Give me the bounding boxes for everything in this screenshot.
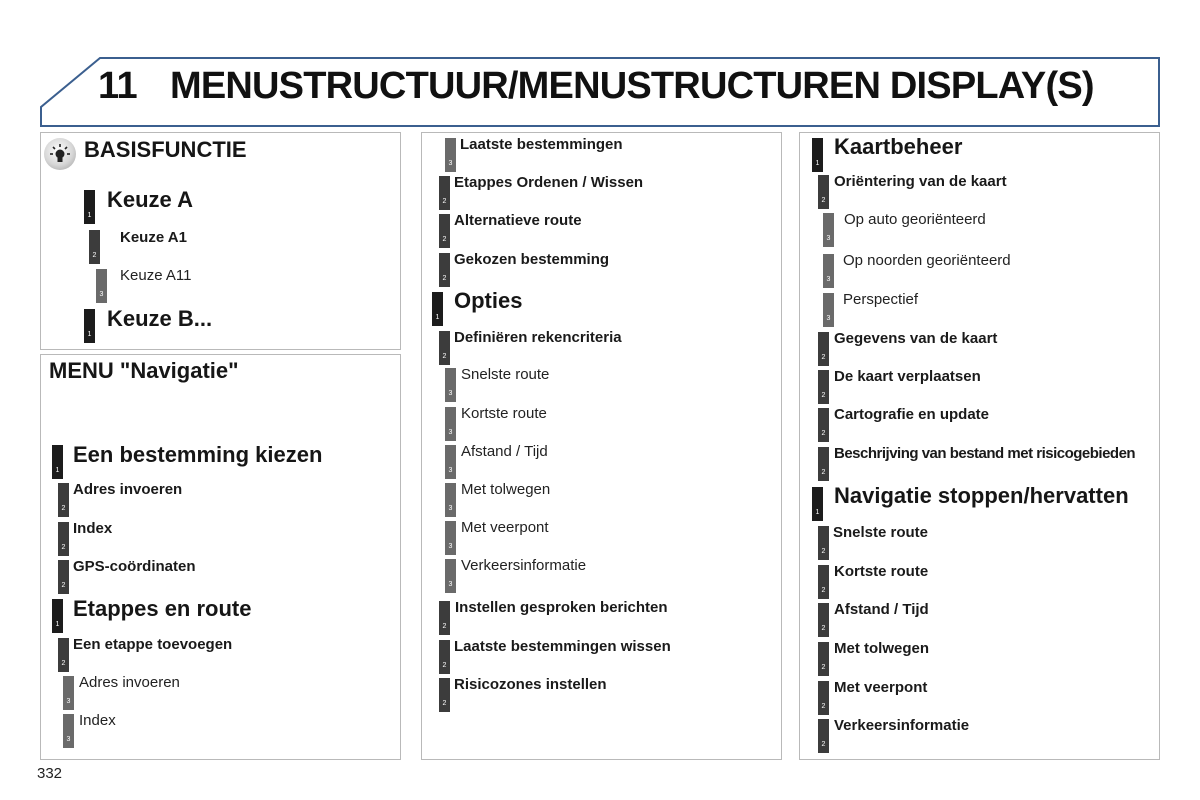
middle-item: Met veerpont [461,519,549,536]
right-item: Snelste route [833,524,929,541]
right-item: Met tolwegen [834,640,930,657]
level-2-marker: 2 [818,681,829,715]
middle-item: Opties [454,288,523,313]
right-item: Kortste route [834,563,929,580]
level-3-marker: 3 [63,714,74,748]
basis-item-keuze-b: Keuze B... [107,306,213,331]
middle-item: Verkeersinformatie [461,557,587,574]
right-item: Oriëntering van de kaart [834,173,1007,190]
level-2-marker: 2 [58,560,69,594]
level-2-marker: 2 [439,176,450,210]
middle-item: Snelste route [461,366,550,383]
navigation-menu-box [40,354,401,760]
level-3-marker: 3 [445,445,456,479]
right-item: Cartografie en update [834,406,990,423]
level-3-marker: 3 [445,138,456,172]
level-3-marker: 3 [823,293,834,327]
right-item: Navigatie stoppen/hervatten [834,483,1129,508]
level-2-marker: 2 [58,483,69,517]
basis-title: BASISFUNCTIE [84,137,247,162]
level-1-marker: 1 [432,292,443,326]
middle-item: Met tolwegen [461,481,551,498]
right-item: Perspectief [843,291,919,308]
navigation-menu-title: MENU "Navigatie" [49,358,239,383]
level-2-marker: 2 [439,678,450,712]
level-2-marker: 2 [58,638,69,672]
level-2-marker: 2 [439,253,450,287]
nav-item: Index [79,712,116,729]
level-2-marker: 2 [818,642,829,676]
right-item: Beschrijving van bestand met risicogebieden [834,445,1136,462]
nav-item: GPS-coördinaten [73,558,196,575]
nav-item: Etappes en route [73,596,252,621]
level-2-marker: 2 [439,640,450,674]
level-1-marker: 1 [52,445,63,479]
level-1-marker: 1 [812,138,823,172]
level-3-marker: 3 [445,407,456,441]
level-2-marker: 2 [818,370,829,404]
level-2-marker: 2 [439,331,450,365]
middle-item: Instellen gesproken berichten [455,599,668,616]
right-item: Kaartbeheer [834,134,963,159]
level-3-marker: 3 [445,368,456,402]
middle-item: Alternatieve route [454,212,582,229]
nav-item: Een bestemming kiezen [73,442,323,467]
page-number: 332 [37,765,63,782]
level-2-marker: 2 [818,332,829,366]
level-3-marker: 3 [823,213,834,247]
level-3-marker: 3 [823,254,834,288]
right-item: Met veerpont [834,679,928,696]
page-title: MENUSTRUCTUUR/MENUSTRUCTUREN DISPLAY(S) [170,65,1094,107]
lightbulb-icon [44,138,76,170]
level-2-marker: 2 [818,175,829,209]
basis-item-keuze-a11: Keuze A11 [120,267,192,284]
middle-item: Gekozen bestemming [454,251,610,268]
right-item: Gegevens van de kaart [834,330,998,347]
basis-item-keuze-a1: Keuze A1 [120,229,187,246]
middle-item: Definiëren rekencriteria [454,329,622,346]
right-item: Verkeersinformatie [834,717,970,734]
level-2-marker: 2 [439,601,450,635]
level-3-marker: 3 [63,676,74,710]
level-2-marker: 2 [818,565,829,599]
level-2-marker: 2 [818,447,829,481]
right-item: Afstand / Tijd [834,601,929,618]
level-1-marker: 1 [84,190,95,224]
nav-item: Een etappe toevoegen [73,636,233,653]
level-3-marker: 3 [445,521,456,555]
level-2-marker: 2 [818,408,829,442]
nav-item: Adres invoeren [79,674,180,691]
middle-item: Risicozones instellen [454,676,607,693]
level-2-marker: 2 [439,214,450,248]
middle-item: Etappes Ordenen / Wissen [454,174,644,191]
level-1-marker: 1 [84,309,95,343]
chapter-number: 11 [98,65,138,107]
nav-item: Adres invoeren [73,481,183,498]
level-3-marker: 3 [96,269,107,303]
middle-item: Afstand / Tijd [461,443,548,460]
middle-item: Kortste route [461,405,547,422]
right-item: De kaart verplaatsen [834,368,981,385]
chapter-header [40,57,1160,127]
level-2-marker: 2 [58,522,69,556]
level-1-marker: 1 [52,599,63,633]
level-3-marker: 3 [445,483,456,517]
nav-item: Index [73,520,113,537]
right-item: Op noorden georiënteerd [843,252,1011,269]
right-item: Op auto georiënteerd [844,211,986,228]
level-2-marker: 2 [818,603,829,637]
level-3-marker: 3 [445,559,456,593]
basis-item-keuze-a: Keuze A [107,187,193,212]
level-1-marker: 1 [812,487,823,521]
level-2-marker: 2 [818,719,829,753]
level-2-marker: 2 [818,526,829,560]
middle-item: Laatste bestemmingen wissen [454,638,671,655]
middle-item: Laatste bestemmingen [460,136,623,153]
level-2-marker: 2 [89,230,100,264]
